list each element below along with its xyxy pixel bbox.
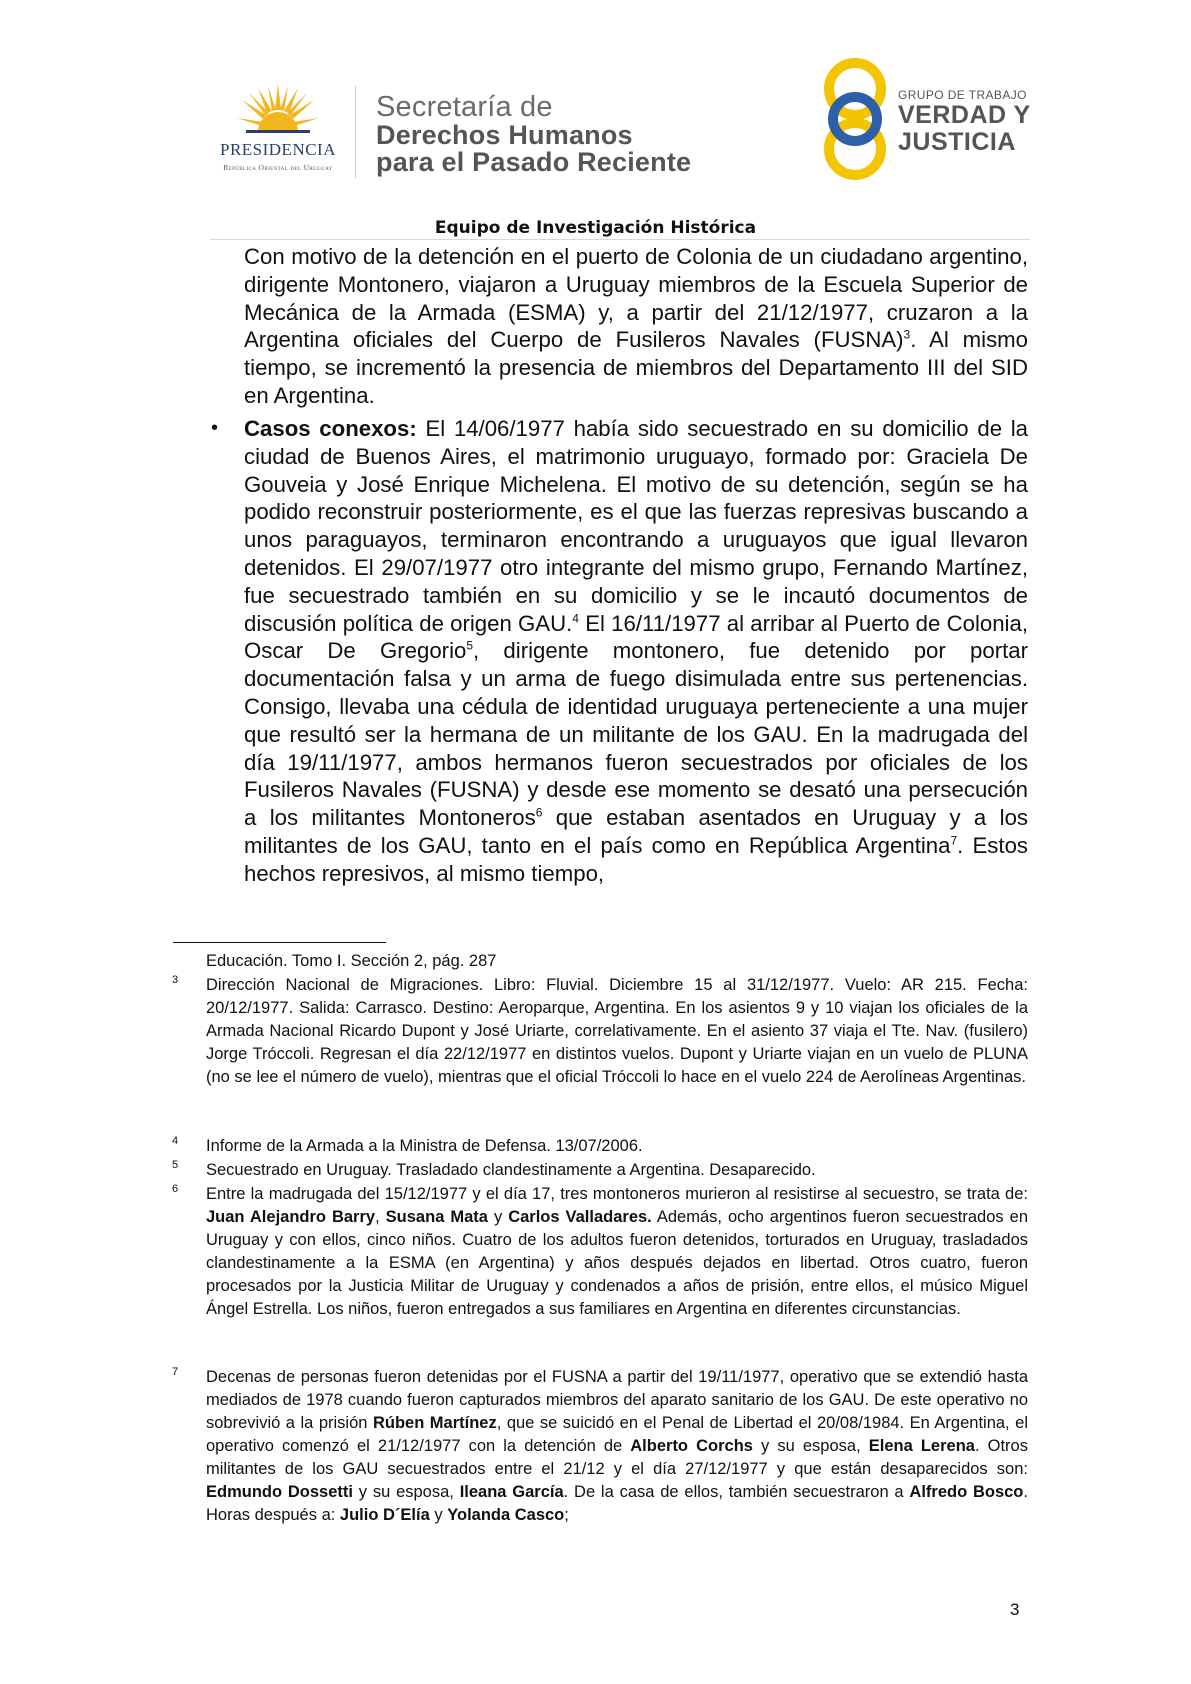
person-name: Juan Alejandro Barry [206, 1208, 376, 1226]
person-name: Rúben Martínez [372, 1414, 497, 1432]
text-run: que estaban asentados en Uruguay y a los militantes de los GAU, tanto en el país como en República Argentina [244, 805, 1028, 858]
text-run: . Otros militantes de los GAU secuestrados entre el 21/12 y el día 27/12/1977 y que están desaparecidos son: [206, 1437, 1028, 1478]
grupo-trabajo-logotype [898, 88, 1031, 156]
text-run: . Estos hechos represivos, al mismo tiempo, [244, 832, 1028, 886]
grupo-line-2: VERDAD Y [898, 101, 1031, 129]
text-run: . Al mismo tiempo, se incrementó la presencia de miembros del Departamento III del SID en Argentina. [244, 327, 1028, 408]
text-run: y [487, 1208, 509, 1226]
footnote-ref[interactable]: 5 [466, 638, 474, 653]
verdad-justicia-rings-icon [820, 58, 890, 180]
page-number: 3 [1010, 1600, 1020, 1619]
footnote-number: 7 [172, 1366, 179, 1378]
person-name: Yolanda Casco [447, 1506, 565, 1524]
page-header [0, 0, 1191, 240]
person-name: Ileana García [459, 1483, 564, 1501]
secretaria-line-1: Secretaría de [376, 91, 553, 123]
person-name: Alberto Corchs [630, 1437, 753, 1455]
presidencia-subtitle: República Oriental del Uruguay [223, 163, 333, 172]
secretaria-line-3: para el Pasado Reciente [376, 147, 692, 177]
text-run: , dirigente montonero, fue detenido por portar documentación falsa y un arma de fuego disimulada entre sus pertenencias. Consigo, llevaba una cédula de identidad uruguaya perteneciente a una mujer que resultó ser la hermana de un militante de los GAU. En la madrugada del día 19/11/1977, ambos hermanos fueron secuestrados por oficiales de los Fusileros Navales (FUSNA) y desde ese momento se desató una persecución a los militantes Montoneros [244, 638, 1028, 831]
grupo-line-3: JUSTICIA [898, 128, 1016, 156]
text-run: El 14/06/1977 había sido secuestrado en su domicilio de la ciudad de Buenos Aires, el matrimonio uruguayo, formado por: Graciela De Gouveia y José Enrique Michelena. El motivo de su detención, según se ha podido reconstruir posteriormente, es el que las fuerzas represivas buscando a unos paraguayos, terminaron encontrando a uruguayos que igual llevaron detenidos. El 29/07/1977 otro integrante del mismo grupo, Fernando Martínez, fue secuestrado también en su domicilio y se le incautó documentos de discusión política de origen GAU. [244, 416, 1029, 636]
person-name: Alfredo Bosco [909, 1483, 1024, 1501]
text-run: Decenas de personas fueron detenidas por el FUSNA a partir del 19/11/1977, operativo que se extendió hasta mediados de 1978 cuando fueron capturados miembros del aparato sanitario de los GAU. De este operativo no sobrevivió a la prisión [206, 1368, 1028, 1432]
footnote-number: 6 [172, 1183, 179, 1195]
person-name: Susana Mata [385, 1208, 488, 1226]
sun-emblem-icon [236, 82, 320, 134]
grupo-line-1: GRUPO DE TRABAJO [898, 88, 1027, 102]
text-run: . Horas después a: [206, 1483, 1028, 1524]
footnote-7 [206, 1366, 1028, 1527]
footnote-4: Informe de la Armada a la Ministra de Defensa. 13/07/2006. [206, 1137, 643, 1155]
presidencia-name: PRESIDENCIA [219, 140, 336, 159]
person-name: Edmundo Dossetti [206, 1483, 353, 1501]
paragraph-text [244, 243, 1028, 410]
text-run: ; [564, 1506, 569, 1524]
text-run: y su esposa, [352, 1483, 460, 1501]
text-run: Además, ocho argentinos fueron secuestrados en Uruguay y con ellos, cinco niños. Cuatro de los adultos fueron detenidos, torturados en Uruguay, trasladados clandestinamente a la ESMA (en Argentina) y años después dejados en libertad. Otros cuatro, fueron procesados por la Justicia Militar de Uruguay y condenados a años de prisión, entre ellos, el músico Miguel Ángel Estrella. Los niños, fueron entregados a sus familiares en Argentina en diferentes circunstancias. [206, 1208, 1029, 1318]
text-run: y [429, 1506, 448, 1524]
footnote-3: Dirección Nacional de Migraciones. Libro: Fluvial. Diciembre 15 al 31/12/1977. Vuelo: AR 215. Fecha: 20/12/1977. Salida: Carrasco. Destino: Aeroparque, Argentina. En los asientos 9 y 10 viajan los oficiales de la Armada Nacional Ricardo Dupont y José Uriarte, correlativamente. En el asiento 37 viaja el Tte. Nav. (fusilero) Jorge Tróccoli. Regresan el día 22/12/1977 en distintos vuelos. Dupont y Uriarte viajan en un vuelo de PLUNA (no se lee el número de vuelo), mientras que el oficial Tróccoli lo hace en el vuelo 224 de Aerolíneas Argentinas. [206, 976, 1028, 1086]
text-run: , que se suicidó en el Penal de Libertad el 20/08/1984. En Argentina, el operativo comenzó el 21/12/1977 con la detención de [206, 1414, 1028, 1455]
person-name: Julio D´Elía [339, 1506, 430, 1524]
text-run: El 16/11/1977 al arribar al Puerto de Colonia, Oscar De Gregorio [244, 610, 1028, 664]
footnote-ref[interactable]: 3 [903, 328, 911, 342]
presidencia-logo [198, 82, 358, 177]
footnote-5: Secuestrado en Uruguay. Trasladado clandestinamente a Argentina. Desaparecido. [206, 1161, 816, 1179]
paragraph-lead: Casos conexos: [244, 416, 417, 441]
secretaria-logotype [376, 92, 691, 176]
footnote-number: 5 [172, 1159, 179, 1171]
footnote-ref[interactable]: 6 [535, 805, 543, 820]
text-run: . De la casa de ellos, también secuestraron a [563, 1483, 910, 1501]
secretaria-line-2: Derechos Humanos [376, 120, 633, 150]
text-run: y su esposa, [752, 1437, 869, 1455]
footnote-separator [173, 942, 386, 943]
person-name: Elena Lerena [868, 1437, 975, 1455]
text-run: Con motivo de la detención en el puerto de Colonia de un ciudadano argentino, dirigente Montonero, viajaron a Uruguay miembros de la Escuela Superior de Mecánica de la Armada (ESMA) y, a partir del 21/12/1977, cruzaron a la Argentina oficiales del Cuerpo de Fusileros Navales (FUSNA) [244, 244, 1028, 353]
paragraph-casos-conexos [244, 415, 1028, 888]
person-name: Carlos Valladares. [508, 1208, 652, 1226]
footnote-number: 3 [172, 974, 179, 986]
footnote-6 [206, 1183, 1028, 1321]
footnote-ref[interactable]: 7 [950, 833, 958, 848]
text-run: Entre la madrugada del 15/12/1977 y el día 17, tres montoneros murieron al resistirse al secuestro, se trata de: [206, 1185, 1028, 1203]
header-rule [210, 239, 1030, 240]
logo-divider [355, 86, 356, 178]
paragraph-text [244, 415, 1028, 888]
text-run: , [375, 1208, 386, 1226]
footnote-number: 4 [172, 1135, 179, 1147]
footnote-ref[interactable]: 4 [572, 611, 579, 626]
bullet-marker: • [211, 417, 219, 439]
footnote-continuation: Educación. Tomo I. Sección 2, pág. 287 [206, 952, 497, 970]
paragraph-colonia [244, 243, 1028, 410]
team-title: Equipo de Investigación Histórica [434, 218, 757, 238]
